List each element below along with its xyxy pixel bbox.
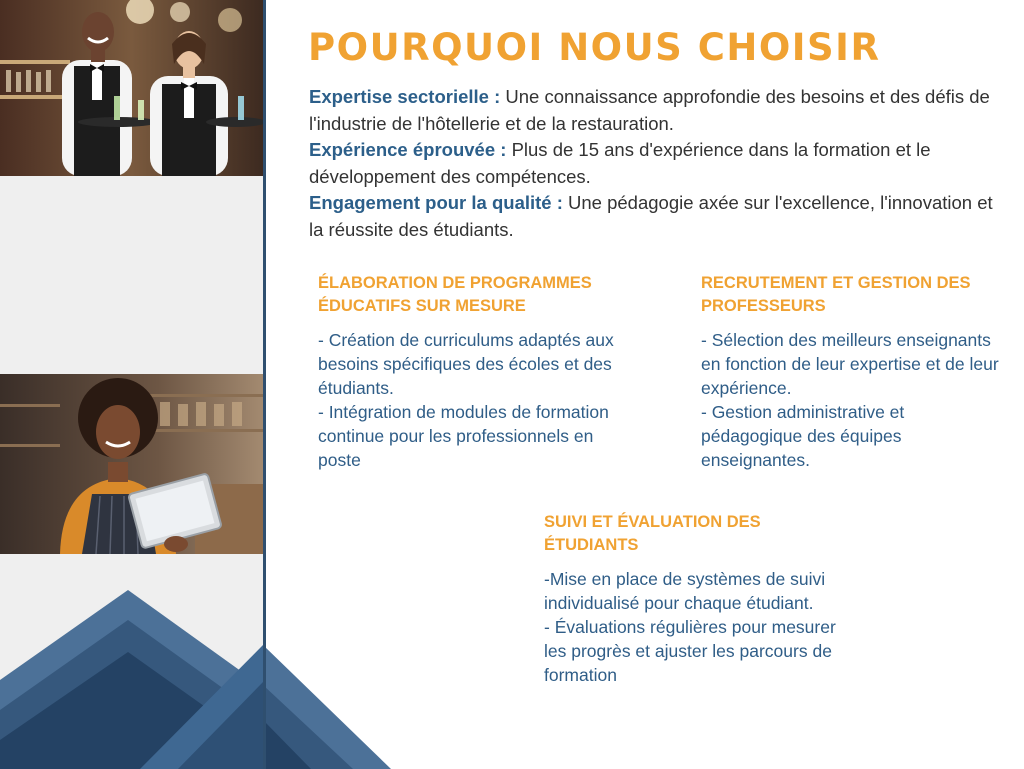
card-body: [701, 328, 1001, 472]
left-panel: [0, 0, 263, 769]
card-title: ÉLABORATION DE PROGRAMMES ÉDUCATIFS SUR MESURE: [318, 274, 592, 315]
waitress-tablet-photo: [0, 374, 263, 554]
intro-text: Plus de 15 ans d'expérience dans la formation et le développement des compétences.: [309, 139, 931, 187]
card-title: RECRUTEMENT ET GESTION DES PROFESSEURS: [701, 274, 971, 315]
vertical-divider: [263, 0, 266, 769]
card-teacher-recruitment: [701, 272, 1001, 472]
card-line: - Création de curriculums adaptés aux besoins spécifiques des écoles et des étudiants.: [318, 330, 614, 398]
mountain-decoration: [0, 580, 263, 769]
intro-term: Expérience éprouvée :: [309, 139, 507, 160]
intro-item: [309, 84, 999, 137]
intro-term: Expertise sectorielle :: [309, 86, 501, 107]
card-line: - Gestion administrative et pédagogique des équipes enseignantes.: [701, 402, 905, 470]
card-line: - Sélection des meilleurs enseignants en fonction de leur expertise et de leur expérience.: [701, 330, 999, 398]
card-body: [544, 567, 844, 687]
card-line: -Mise en place de systèmes de suivi individualisé pour chaque étudiant.: [544, 569, 826, 613]
card-body: [318, 328, 618, 472]
page-title: POURQUOI NOUS CHOISIR: [308, 26, 881, 69]
card-title: SUIVI ET ÉVALUATION DES ÉTUDIANTS: [544, 513, 761, 554]
intro-term: Engagement pour la qualité :: [309, 192, 563, 213]
card-line: - Évaluations régulières pour mesurer les progrès et ajuster les parcours de formation: [544, 617, 836, 685]
card-student-evaluation: [544, 511, 844, 687]
intro-item: [309, 190, 999, 243]
card-custom-programs: [318, 272, 618, 472]
intro-section: [309, 84, 999, 243]
card-line: - Intégration de modules de formation continue pour les professionnels en poste: [318, 402, 609, 470]
intro-item: [309, 137, 999, 190]
intro-text: Une connaissance approfondie des besoins et des défis de l'industrie de l'hôtellerie et de la restauration.: [309, 86, 990, 134]
intro-text: Une pédagogie axée sur l'excellence, l'innovation et la réussite des étudiants.: [309, 192, 993, 240]
waiters-photo: [0, 0, 263, 176]
